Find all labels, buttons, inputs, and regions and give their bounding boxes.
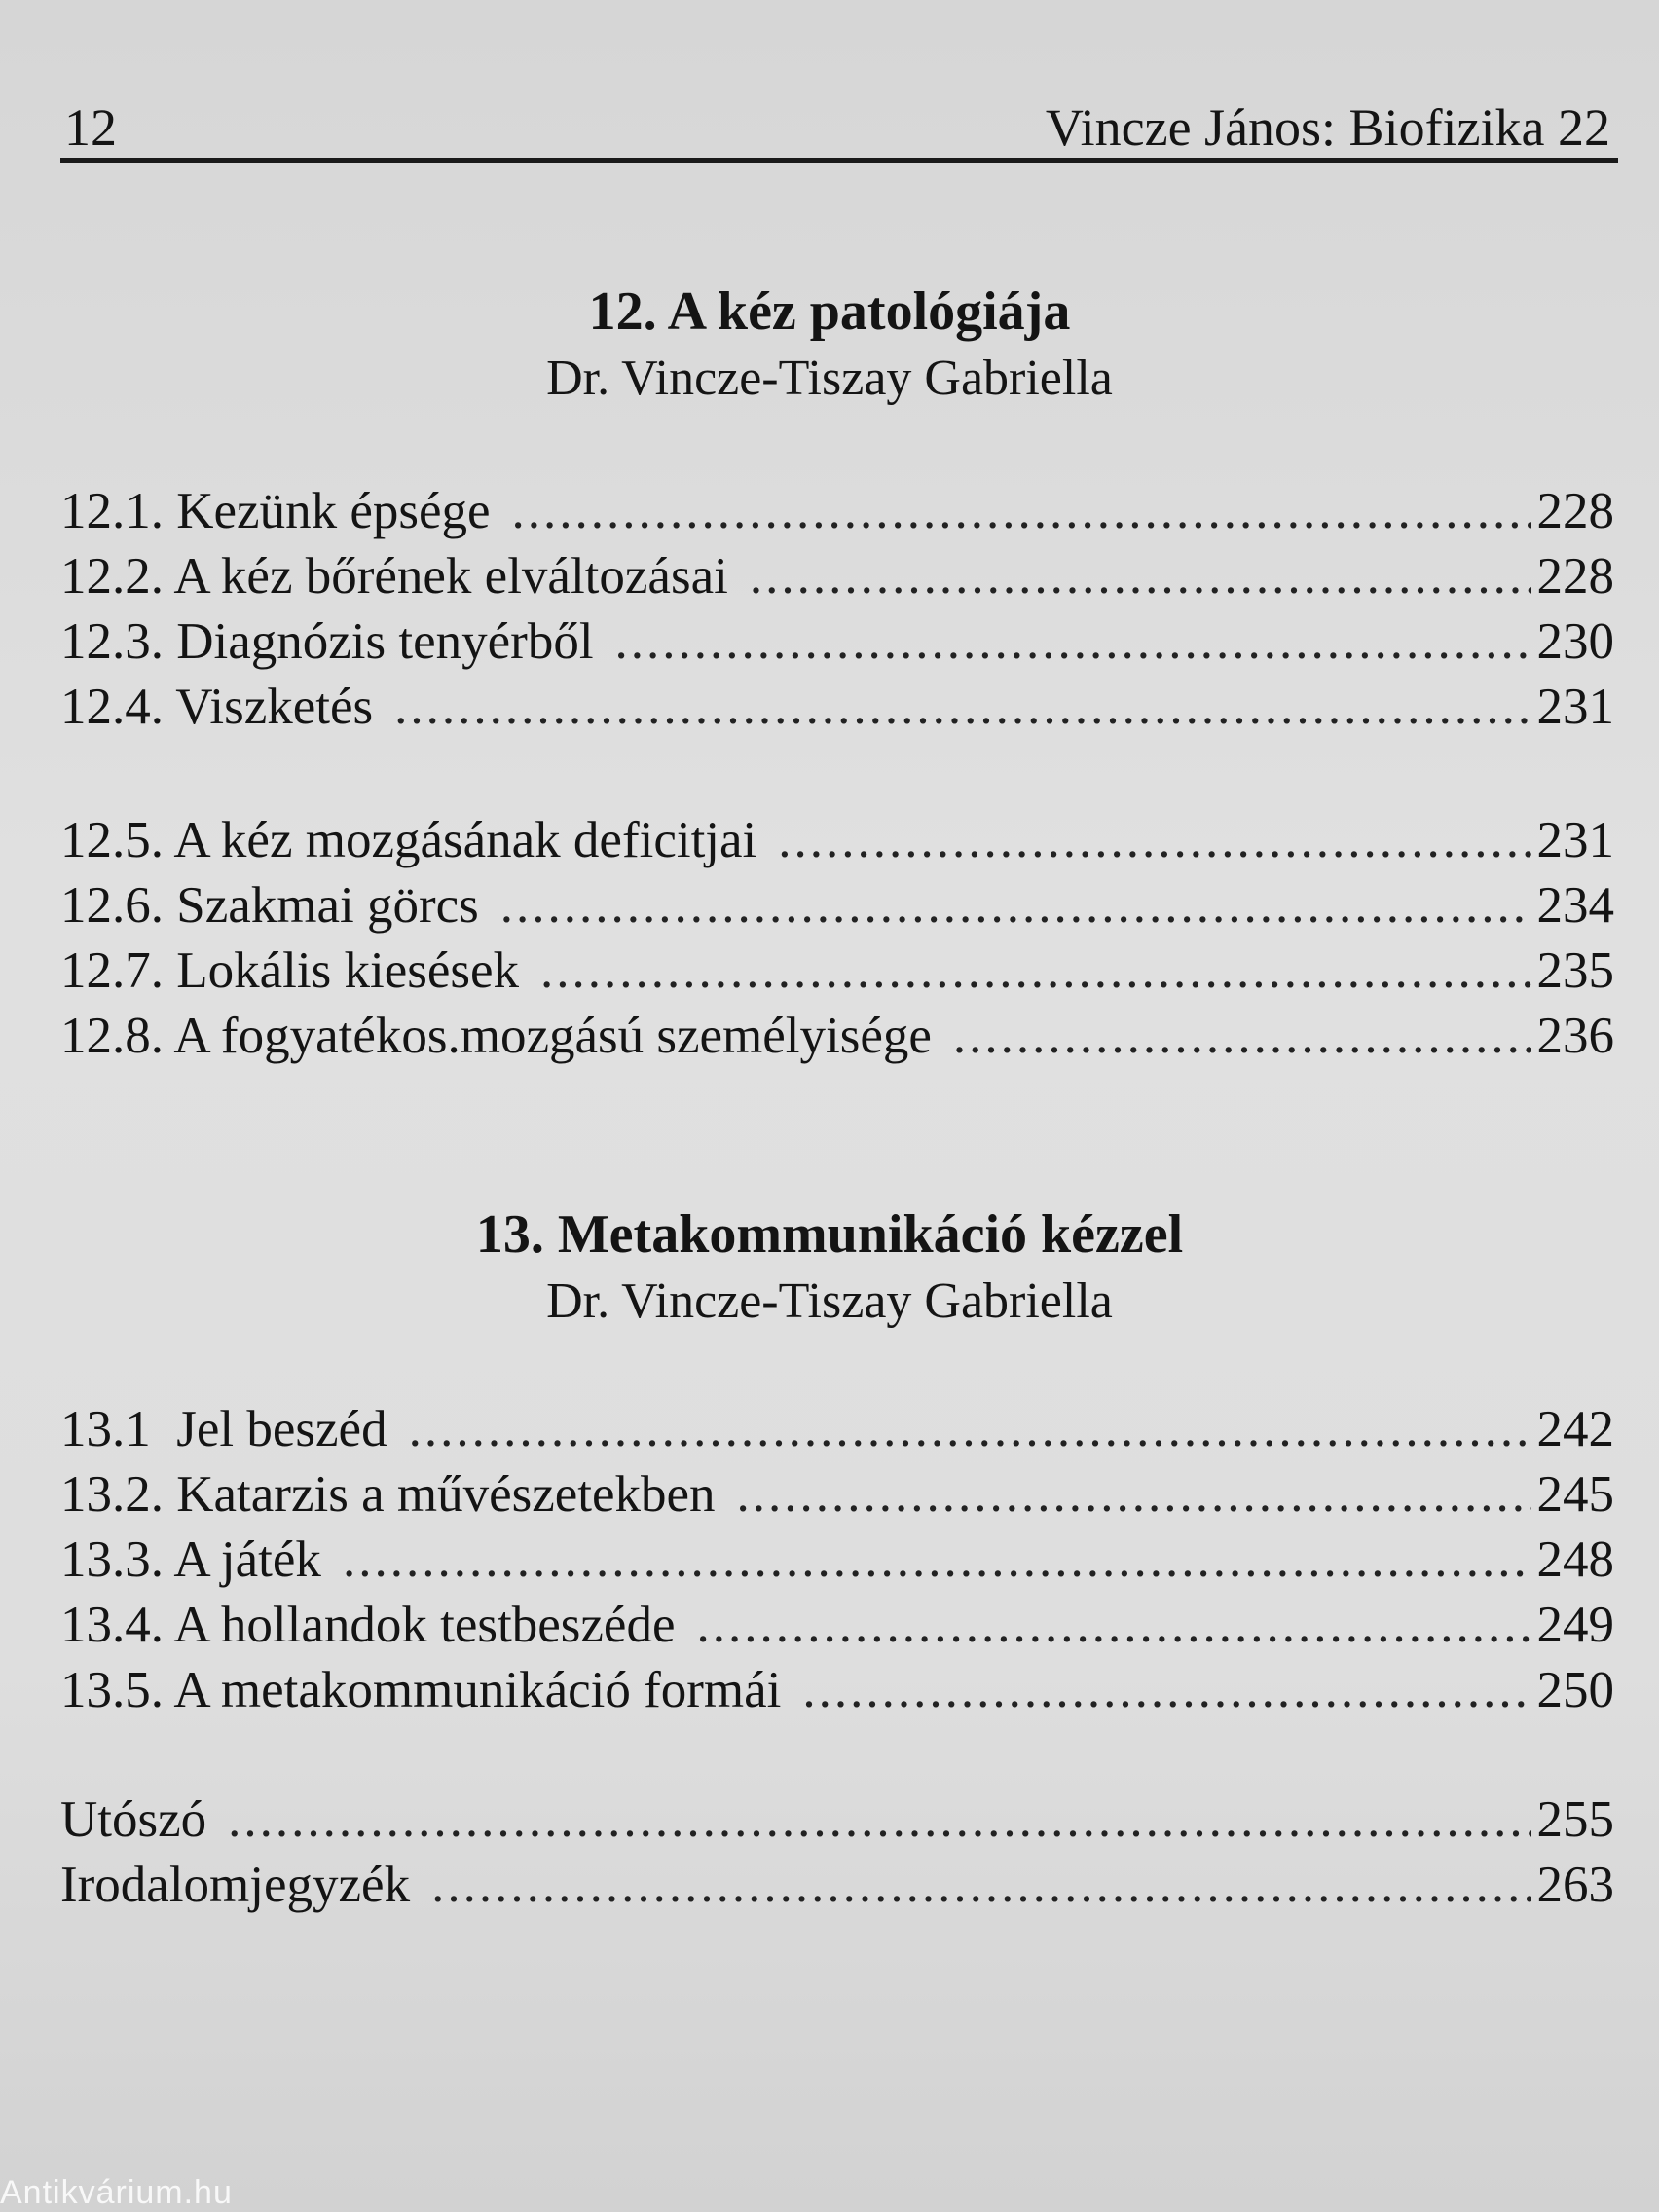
dot-leader [778, 808, 1530, 873]
dot-leader [500, 873, 1531, 939]
toc-entry-label: 13.2. Katarzis a művészetekben [60, 1466, 716, 1523]
toc-entry-page: 234 [1536, 877, 1614, 934]
toc-entry-page: 231 [1536, 679, 1614, 735]
section-author: Dr. Vincze-Tiszay Gabriella [546, 1273, 1113, 1329]
toc-entry[interactable] [60, 1853, 1614, 1918]
toc-back-matter [60, 1788, 1614, 1918]
toc-entry-page: 230 [1536, 613, 1614, 670]
toc-entry-label: 13.1 Jel beszéd [60, 1401, 387, 1457]
section-author: Dr. Vincze-Tiszay Gabriella [546, 350, 1113, 406]
dot-leader [696, 1593, 1530, 1658]
page-number: 12 [64, 98, 117, 157]
toc-entry-label: 13.5. A metakommunikáció formái [60, 1662, 782, 1718]
dot-leader [750, 544, 1531, 609]
toc-entry-page: 263 [1536, 1857, 1614, 1913]
toc-entry[interactable] [60, 1658, 1614, 1723]
toc-entry[interactable] [60, 675, 1614, 740]
section-title: 13. Metakommunikáció kézzel [475, 1204, 1184, 1265]
dot-leader [540, 939, 1530, 1004]
toc-entry-label: 12.6. Szakmai görcs [60, 877, 479, 934]
toc-section-12-part-a [60, 479, 1614, 740]
toc-entry-label: 12.4. Viszketés [60, 679, 374, 735]
toc-entry-label: 12.5. A kéz mozgásának deficitjai [60, 812, 757, 868]
section-12-heading [0, 277, 1659, 412]
dot-leader [802, 1658, 1530, 1723]
toc-entry-page: 242 [1536, 1401, 1614, 1457]
dot-leader [512, 479, 1531, 544]
dot-leader [343, 1528, 1531, 1593]
toc-entry[interactable] [60, 939, 1614, 1004]
toc-entry[interactable] [60, 1462, 1614, 1528]
toc-entry-label: 12.2. A kéz bőrének elváltozásai [60, 548, 728, 605]
toc-entry-label: 12.3. Diagnózis tenyérből [60, 613, 594, 670]
toc-entry[interactable] [60, 1788, 1614, 1853]
toc-entry-label: 12.1. Kezünk épsége [60, 483, 491, 539]
toc-entry[interactable] [60, 1593, 1614, 1658]
toc-entry-page: 228 [1536, 483, 1614, 539]
toc-entry-page: 255 [1536, 1791, 1614, 1848]
dot-leader [431, 1853, 1530, 1918]
toc-entry-page: 231 [1536, 812, 1614, 868]
toc-entry-label: 13.3. A játék [60, 1531, 321, 1588]
toc-entry-label: 12.7. Lokális kiesések [60, 942, 520, 999]
toc-entry[interactable] [60, 808, 1614, 873]
dot-leader [228, 1788, 1530, 1853]
toc-entry-page: 235 [1536, 942, 1614, 999]
running-title: Vincze János: Biofizika 22 [1045, 98, 1610, 157]
toc-entry-page: 228 [1536, 548, 1614, 605]
watermark: Antikvárium.hu [0, 2174, 233, 2211]
toc-section-12-part-b [60, 808, 1614, 1069]
toc-entry-page: 236 [1536, 1008, 1614, 1064]
toc-entry[interactable] [60, 609, 1614, 675]
dot-leader [953, 1004, 1531, 1069]
toc-entry-page: 249 [1536, 1597, 1614, 1653]
toc-entry-page: 248 [1536, 1531, 1614, 1588]
toc-entry-label: 12.8. A fogyatékos.mozgású személyisége [60, 1008, 932, 1064]
toc-entry[interactable] [60, 1004, 1614, 1069]
toc-entry-page: 250 [1536, 1662, 1614, 1718]
dot-leader [737, 1462, 1531, 1528]
dot-leader [394, 675, 1530, 740]
toc-entry-label: 13.4. A hollandok testbeszéde [60, 1597, 676, 1653]
section-title: 12. A kéz patológiája [588, 281, 1071, 342]
toc-entry[interactable] [60, 873, 1614, 939]
toc-entry-page: 245 [1536, 1466, 1614, 1523]
toc-entry-label: Irodalomjegyzék [60, 1857, 411, 1913]
toc-entry[interactable] [60, 479, 1614, 544]
toc-entry[interactable] [60, 1528, 1614, 1593]
dot-leader [615, 609, 1531, 675]
toc-entry-label: Utószó [60, 1791, 207, 1848]
toc-section-13 [60, 1397, 1614, 1723]
section-13-heading [0, 1200, 1659, 1335]
dot-leader [409, 1397, 1531, 1462]
running-header [60, 90, 1618, 163]
toc-entry[interactable] [60, 544, 1614, 609]
toc-entry[interactable] [60, 1397, 1614, 1462]
